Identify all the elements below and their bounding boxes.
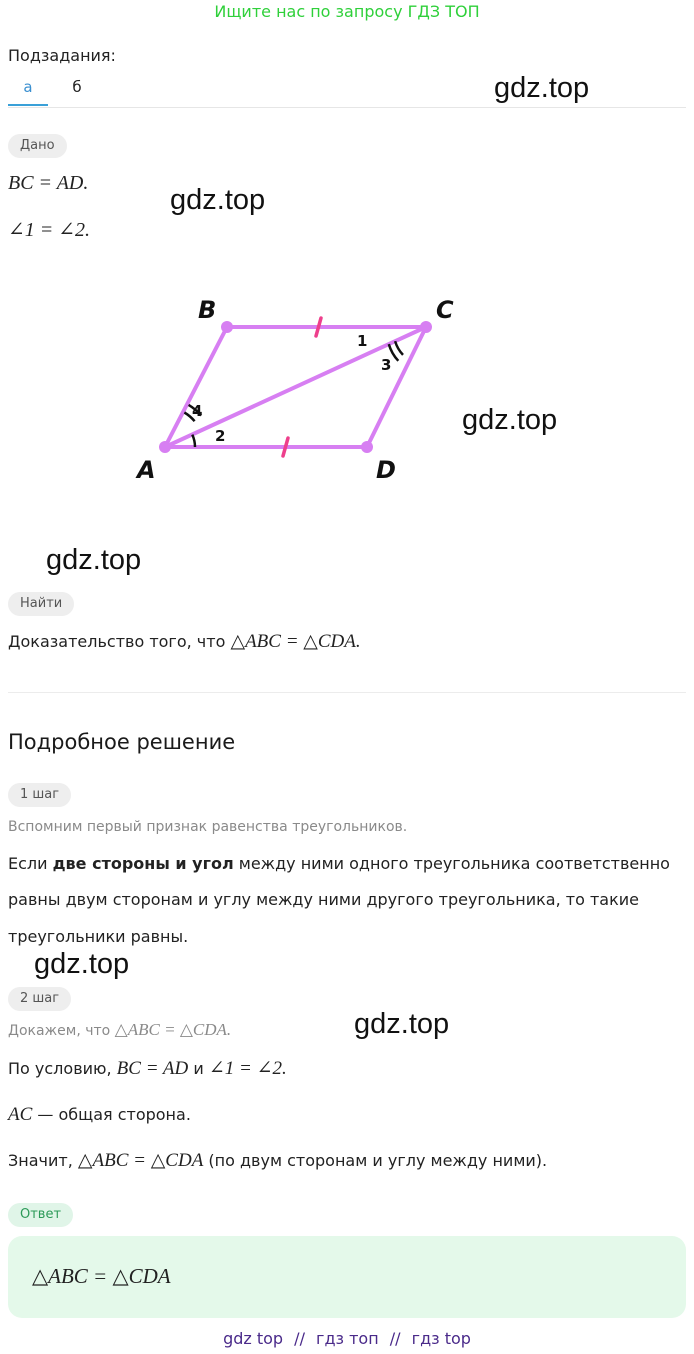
step-1-line-1-end: между ними одного треугольника соответственно <box>238 854 670 873</box>
active-tab-indicator <box>8 104 48 106</box>
footer-link-3[interactable]: гдз top <box>411 1329 471 1348</box>
step-1-line-2: равны двум сторонам и углу между ними другого треугольника, то такие <box>8 890 639 909</box>
step-1-line-3: треугольники равны. <box>8 927 189 946</box>
find-math: △ABC = △CDA. <box>230 631 361 652</box>
point-label-c: C <box>436 296 454 324</box>
condition-and: и <box>193 1059 204 1078</box>
step-2-conclusion <box>8 1150 547 1172</box>
point-label-a: A <box>137 456 156 484</box>
angle-label-3: 3 <box>381 356 392 374</box>
solution-title: Подробное решение <box>8 730 236 754</box>
step-2-hint-text: Докажем, что <box>8 1023 111 1039</box>
equal-side-ticks <box>283 318 321 456</box>
conclusion-math: △ABC = △CDA <box>77 1150 204 1171</box>
find-text-label: Доказательство того, что <box>8 632 226 651</box>
section-divider <box>8 692 686 693</box>
step-2-hint-math: △ABC = △CDA. <box>114 1020 232 1039</box>
given-line-1: BC = AD. <box>8 172 89 194</box>
tab-b[interactable]: б <box>72 78 82 96</box>
conclusion-text: Значит, <box>8 1151 73 1170</box>
answer-pill: Ответ <box>8 1203 73 1227</box>
step-1-pill: 1 шаг <box>8 783 71 807</box>
step-2-hint <box>8 1020 231 1040</box>
common-side-text: — общая сторона. <box>37 1105 191 1124</box>
footer-separator: // <box>294 1329 305 1348</box>
angle-label-4: 4 <box>192 402 203 420</box>
conclusion-reason: (по двум сторонам и углу между ними). <box>208 1151 548 1170</box>
step-2-pill: 2 шаг <box>8 987 71 1011</box>
tab-a[interactable]: а <box>23 78 33 96</box>
step-1-hint: Вспомним первый признак равенства треугольников. <box>8 819 408 835</box>
watermark: gdz.top <box>34 948 130 980</box>
point-label-b: B <box>198 296 217 324</box>
find-text <box>8 631 361 653</box>
condition-math-2: ∠1 = ∠2. <box>208 1058 287 1079</box>
footer-link-1[interactable]: gdz top <box>223 1329 284 1348</box>
given-pill: Дано <box>8 134 67 158</box>
promo-banner[interactable]: Ищите нас по запросу ГДЗ ТОП <box>214 2 480 21</box>
watermark: gdz.top <box>354 1008 450 1040</box>
condition-math-1: BC = AD <box>116 1058 189 1079</box>
watermark: gdz.top <box>170 184 266 216</box>
parallelogram-figure <box>120 280 480 490</box>
step-1-line-1-start: Если <box>8 854 48 873</box>
watermark: gdz.top <box>494 72 590 104</box>
parallelogram-lines <box>165 327 426 447</box>
footer-link-2[interactable]: гдз топ <box>316 1329 379 1348</box>
condition-text: По условию, <box>8 1059 112 1078</box>
angle-label-1: 1 <box>357 332 368 350</box>
footer-links <box>0 1329 694 1348</box>
find-pill: Найти <box>8 592 74 616</box>
angle-label-2: 2 <box>215 427 226 445</box>
watermark: gdz.top <box>46 544 142 576</box>
given-line-2: ∠1 = ∠2. <box>8 219 91 241</box>
answer-math: △ABC = △CDA <box>32 1264 171 1288</box>
step-1-line-1 <box>8 853 670 875</box>
subtasks-label: Подзадания: <box>8 46 116 65</box>
tabs-divider <box>8 107 686 108</box>
watermark: gdz.top <box>462 404 558 436</box>
step-2-condition <box>8 1058 287 1080</box>
footer-separator: // <box>389 1329 401 1348</box>
step-1-line-1-bold: две стороны и угол <box>52 854 234 873</box>
point-label-d: D <box>376 456 396 484</box>
step-2-common-side <box>8 1104 191 1126</box>
common-side-math: AC <box>8 1104 33 1125</box>
